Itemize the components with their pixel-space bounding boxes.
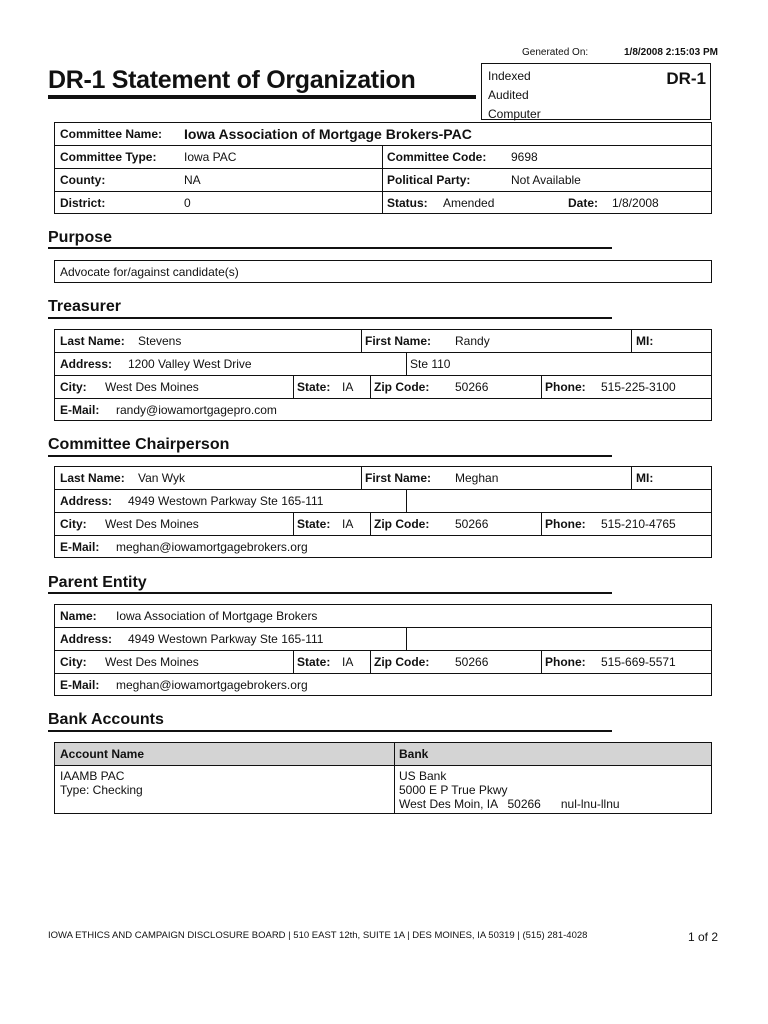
date-value: 1/8/2008 — [612, 196, 659, 210]
political-party-label: Political Party: — [387, 173, 471, 187]
treasurer-name-row — [55, 330, 711, 353]
chair-city-label: City: — [60, 517, 87, 531]
purpose-rule — [48, 247, 612, 249]
parent-address: 4949 Westown Parkway Ste 165-111 — [128, 632, 324, 646]
parent-name-row — [55, 605, 711, 628]
treasurer-city-label: City: — [60, 380, 87, 394]
county-label: County: — [60, 173, 106, 187]
page-title: DR-1 Statement of Organization — [48, 66, 416, 94]
treasurer-city-row — [55, 376, 711, 399]
status-indexed: Indexed — [488, 69, 531, 83]
treasurer-phone: 515-225-3100 — [601, 380, 676, 394]
bank-table-header — [55, 743, 711, 766]
generated-on-value: 1/8/2008 2:15:03 PM — [624, 47, 718, 58]
parent-entity-heading: Parent Entity — [48, 574, 147, 591]
chair-first-name: Meghan — [455, 471, 499, 485]
parent-zip-label: Zip Code: — [374, 655, 430, 669]
treasurer-first-name-label: First Name: — [365, 334, 432, 348]
bank-column-header: Bank — [399, 747, 429, 761]
bank-accounts-heading: Bank Accounts — [48, 711, 164, 728]
chair-zip: 50266 — [455, 517, 489, 531]
treasurer-address-label: Address: — [60, 357, 113, 371]
chair-email-label: E-Mail: — [60, 540, 100, 554]
county-row — [55, 169, 711, 192]
bank-street: 5000 E P True Pkwy — [399, 783, 508, 797]
bank-phone: nul-lnu-llnu — [560, 797, 620, 811]
treasurer-last-name: Stevens — [138, 334, 182, 348]
treasurer-rule — [48, 317, 612, 319]
parent-email-label: E-Mail: — [60, 678, 100, 692]
bank-accounts-table — [54, 742, 712, 814]
chair-phone: 515-210-4765 — [601, 517, 676, 531]
committee-code-value: 9698 — [511, 150, 538, 164]
chair-phone-label: Phone: — [545, 517, 586, 531]
parent-entity-box — [54, 604, 712, 696]
chair-first-name-label: First Name: — [365, 471, 432, 485]
treasurer-zip: 50266 — [455, 380, 489, 394]
treasurer-phone-label: Phone: — [545, 380, 586, 394]
chair-address-row — [55, 490, 711, 513]
parent-email: meghan@iowamortgagebrokers.org — [116, 678, 308, 692]
title-underline — [48, 95, 476, 99]
chairperson-rule — [48, 455, 612, 457]
committee-code-label: Committee Code: — [387, 150, 487, 164]
parent-phone-label: Phone: — [545, 655, 586, 669]
bank-cell — [399, 769, 620, 811]
treasurer-heading: Treasurer — [48, 298, 121, 315]
treasurer-state: IA — [342, 380, 354, 394]
chair-city: West Des Moines — [105, 517, 199, 531]
chair-last-name-label: Last Name: — [60, 471, 125, 485]
status-computer: Computer — [488, 107, 541, 121]
account-cell — [60, 769, 143, 797]
treasurer-email-label: E-Mail: — [60, 403, 100, 417]
treasurer-zip-label: Zip Code: — [374, 380, 430, 394]
bank-accounts-rule — [48, 730, 612, 732]
parent-phone: 515-669-5571 — [601, 655, 676, 669]
status-label: Status: — [387, 196, 428, 210]
account-name: IAAMB PAC — [60, 769, 125, 783]
footer-text: IOWA ETHICS AND CAMPAIGN DISCLOSURE BOARD | 510 EAST 12th, SUITE 1A | DES MOINES, IA 50319 | (515) 281-4028 — [48, 930, 588, 941]
district-value: 0 — [184, 196, 191, 210]
chair-state-label: State: — [297, 517, 331, 531]
district-row — [55, 192, 711, 214]
committee-info-box — [54, 122, 712, 214]
treasurer-email: randy@iowamortgagepro.com — [116, 403, 277, 417]
district-label: District: — [60, 196, 106, 210]
treasurer-mi-label: MI: — [636, 334, 654, 348]
page-number: 1 of 2 — [688, 930, 719, 944]
date-label: Date: — [568, 196, 599, 210]
chair-email-row — [55, 536, 711, 558]
chair-state: IA — [342, 517, 354, 531]
committee-name-value: Iowa Association of Mortgage Brokers-PAC — [184, 126, 472, 142]
political-party-value: Not Available — [511, 173, 581, 187]
committee-name-label: Committee Name: — [60, 127, 163, 141]
chair-city-row — [55, 513, 711, 536]
status-value: Amended — [443, 196, 495, 210]
chairperson-heading: Committee Chairperson — [48, 436, 230, 453]
treasurer-email-row — [55, 399, 711, 421]
parent-state-label: State: — [297, 655, 331, 669]
chair-last-name: Van Wyk — [138, 471, 186, 485]
parent-address-row — [55, 628, 711, 651]
account-name-column-header: Account Name — [60, 747, 145, 761]
parent-zip: 50266 — [455, 655, 489, 669]
parent-entity-rule — [48, 592, 612, 594]
parent-city: West Des Moines — [105, 655, 199, 669]
treasurer-state-label: State: — [297, 380, 331, 394]
account-type: Type: Checking — [60, 783, 143, 797]
chair-name-row — [55, 467, 711, 490]
chair-mi-label: MI: — [636, 471, 654, 485]
treasurer-address-row — [55, 353, 711, 376]
parent-state: IA — [342, 655, 354, 669]
form-code: DR-1 — [666, 69, 706, 88]
committee-type-label: Committee Type: — [60, 150, 157, 164]
chair-address-label: Address: — [60, 494, 113, 508]
chairperson-box — [54, 466, 712, 558]
parent-city-row — [55, 651, 711, 674]
parent-city-label: City: — [60, 655, 87, 669]
treasurer-last-name-label: Last Name: — [60, 334, 125, 348]
parent-address-label: Address: — [60, 632, 113, 646]
purpose-box — [54, 260, 712, 283]
chair-email: meghan@iowamortgagebrokers.org — [116, 540, 308, 554]
treasurer-first-name: Randy — [455, 334, 490, 348]
parent-name: Iowa Association of Mortgage Brokers — [116, 609, 318, 623]
chair-address: 4949 Westown Parkway Ste 165-111 — [128, 494, 324, 508]
processing-status-box — [481, 63, 711, 120]
bank-name: US Bank — [399, 769, 447, 783]
committee-name-row — [55, 123, 711, 146]
treasurer-address-2: Ste 110 — [410, 357, 451, 371]
generated-on-label: Generated On: — [522, 47, 589, 58]
committee-type-row — [55, 146, 711, 169]
parent-email-row — [55, 674, 711, 696]
bank-city: West Des Moin, IA 50266 — [399, 797, 541, 811]
committee-type-value: Iowa PAC — [184, 150, 237, 164]
chair-zip-label: Zip Code: — [374, 517, 430, 531]
parent-name-label: Name: — [60, 609, 97, 623]
purpose-heading: Purpose — [48, 229, 113, 246]
treasurer-city: West Des Moines — [105, 380, 199, 394]
purpose-text: Advocate for/against candidate(s) — [60, 264, 239, 279]
status-audited: Audited — [488, 88, 529, 102]
treasurer-address: 1200 Valley West Drive — [128, 357, 252, 371]
bank-city-line — [399, 797, 620, 811]
county-value: NA — [184, 173, 201, 187]
treasurer-box — [54, 329, 712, 421]
